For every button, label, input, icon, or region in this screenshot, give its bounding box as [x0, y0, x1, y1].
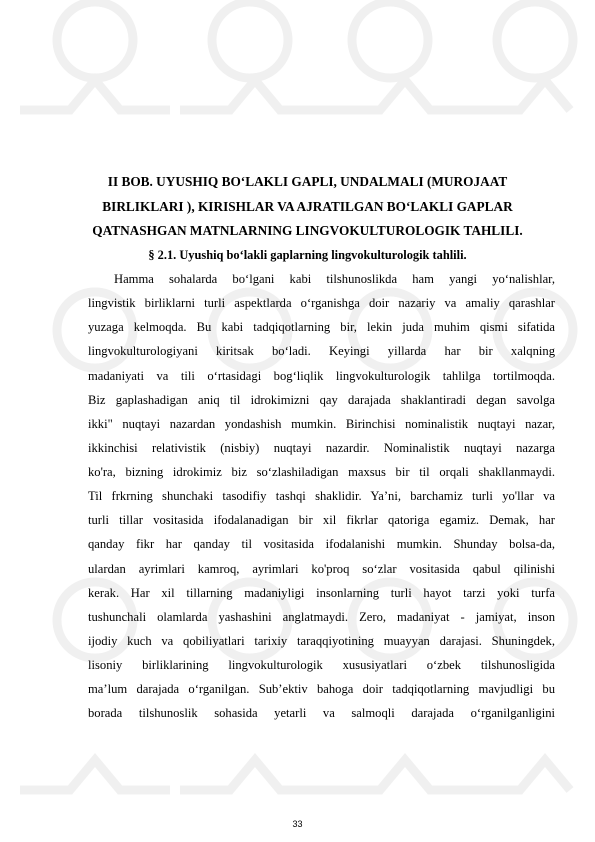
page-number: 33: [292, 819, 303, 829]
text-line: ikki" nuqtayi nazardan yondashish mumkin. Birinchisi nominalistik nuqtayi nazar,: [88, 416, 555, 431]
text-line: turli tillar vositasida ifodalanadigan bir xil fikrlar qatoriga egamiz. Demak, har: [88, 513, 555, 528]
text-line: ulardan ayrimlari kamroq, ayrimlari ko'proq so‘zlar vositasida qabul qilinishi: [88, 561, 555, 576]
text-line: qanday fikr har qanday til vositasida ifodalanishi mumkin. Shunday bolsa-da,: [88, 537, 555, 552]
text-line: madaniyati va tili o‘rtasidagi bog‘liqlik lingvokulturologik tahlilga tortilmoqda.: [88, 368, 555, 383]
text-line: lingvokulturologiyani kiritsak bo‘ladi. Keyingi yillarda har bir xalqning: [88, 344, 555, 359]
text-line: borada tilshunoslik sohasida yetarli va salmoqli darajada o‘rganilganligini: [88, 706, 555, 721]
text-line: kerak. Har xil tillarning madaniyligi insonlarning turli hayot tarzi yoki turfa: [88, 585, 555, 600]
text-line: Biz gaplashadigan aniq til idrokimizni qay darajada shaklantiradi degan savolga: [88, 392, 555, 407]
chapter-heading: [60, 170, 555, 244]
section-heading: § 2.1. Uyushiq bo‘lakli gaplarning lingvokulturologik tahlili.: [148, 248, 467, 262]
text-line: yuzaga kelmoqda. Bu kabi tadqiqotlarning bir, lekin juda muhim qismi sifatida: [88, 320, 555, 335]
body-paragraph: [88, 267, 555, 725]
chapter-heading-line: II BOB. UYUSHIQ BO‘LAKLI GAPLI, UNDALMALI (MUROJAAT: [107, 174, 508, 189]
text-line: ma’lum darajada o‘rganilgan. Sub’ektiv bahoga doir tadqiqotlarning mavjudligi bu: [88, 682, 555, 697]
text-line: Til frkrning shunchaki tasodifiy tashqi shaklidir. Ya’ni, barchamiz turli yo'llar va: [88, 489, 555, 504]
chapter-heading-line: QATNASHGAN MATNLARNING LINGVOKULTUROLOGIK TAHLILI.: [92, 223, 523, 238]
text-line: Hamma sohalarda bo‘lgani kabi tilshunoslikda ham yangi yo‘nalishlar,: [114, 272, 555, 286]
text-line: ko'ra, bizning idrokimiz biz so‘zlashiladigan maxsus bir til orqali shakllanmaydi.: [88, 465, 555, 479]
text-line: lisoniy birliklarining lingvokulturologik xususiyatlari o‘zbek tilshunosligida: [88, 658, 555, 672]
text-line: lingvistik birliklarni turli aspektlarda o‘rganishga doir nazariy va amaliy qarashlar: [88, 296, 555, 311]
chapter-heading-line: BIRLIKLARI ), KIRISHLAR VA AJRATILGAN BO‘LAKLI GAPLAR: [102, 198, 513, 214]
text-line: tushunchali olamlarda yashashini anglatmaydi. Zero, madaniyat - jamiyat, inson: [88, 609, 555, 624]
text-line: ikkinchisi relativistik (nisbiy) nuqtayi nazardir. Nominalistik nuqtayi nazarga: [88, 440, 555, 455]
text-line: ijodiy kuch va qobiliyatlari tarixiy taraqqiyotining muayyan darajasi. Shuningdek,: [88, 633, 555, 648]
